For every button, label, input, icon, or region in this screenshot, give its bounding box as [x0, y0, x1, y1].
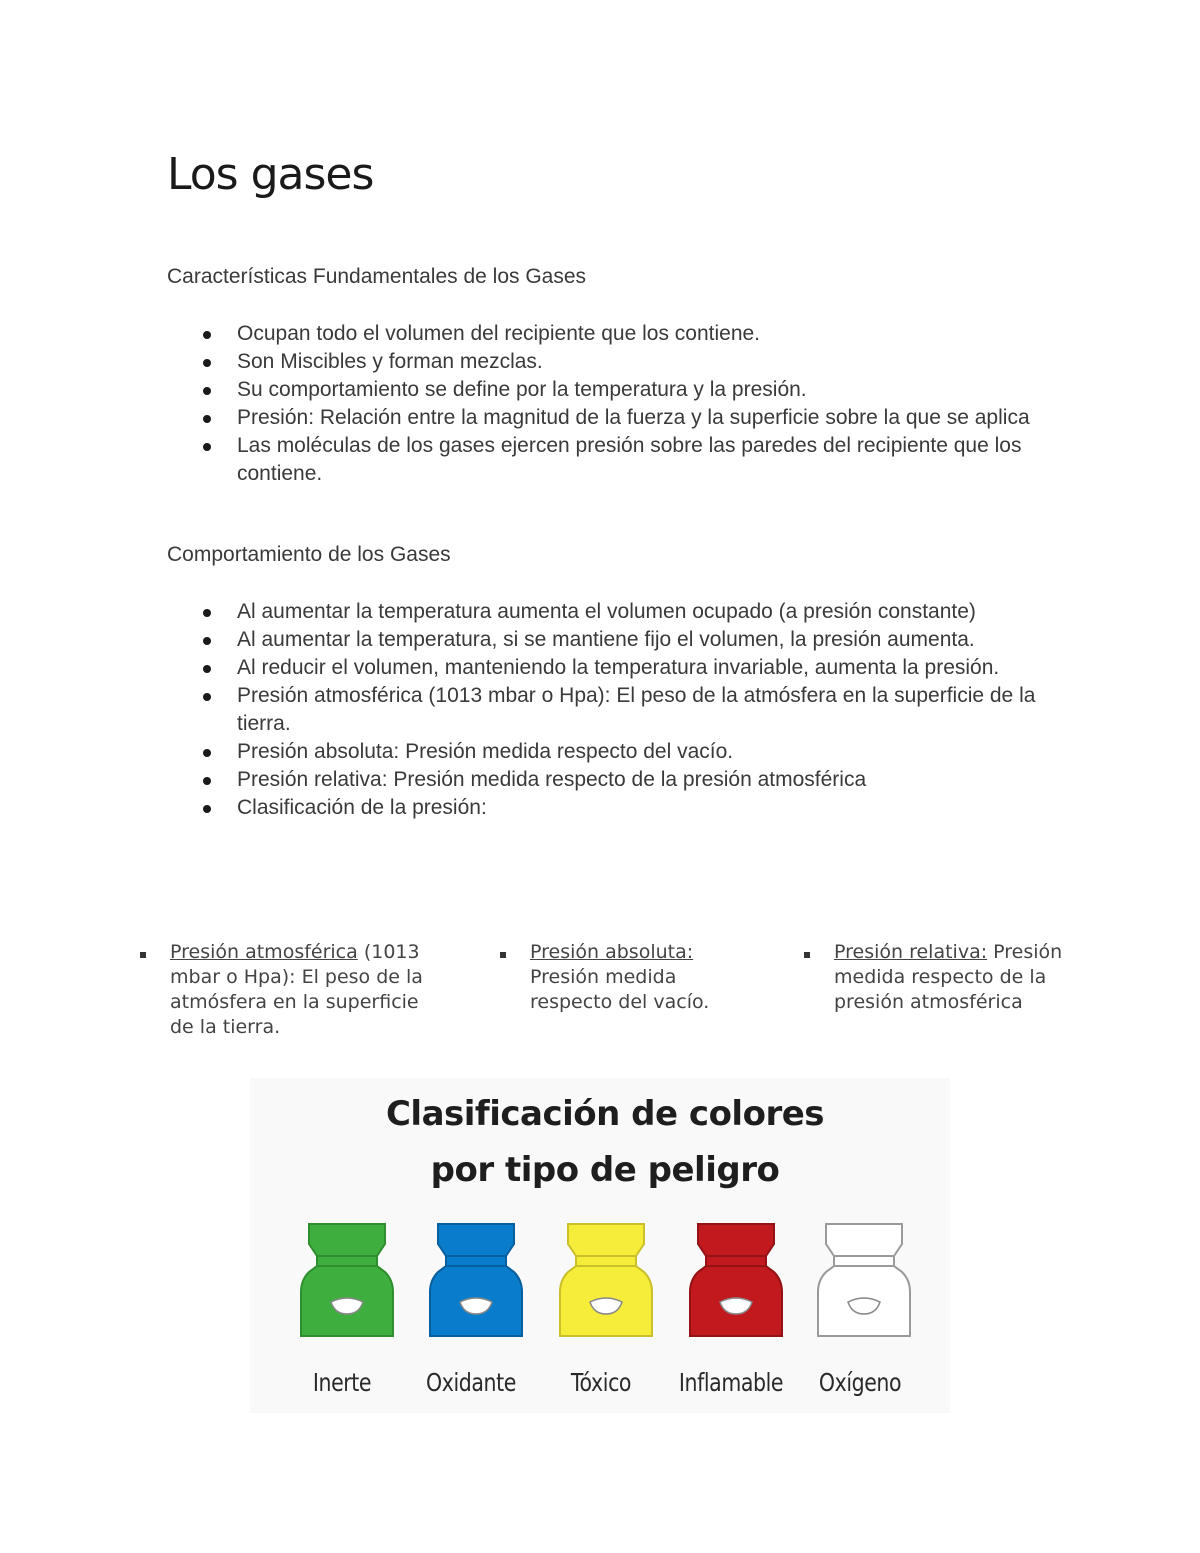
pressure-term: Presión absoluta:	[530, 941, 694, 963]
square-bullet-icon	[140, 952, 146, 958]
page-title: Los gases	[167, 149, 374, 200]
cylinder-label: Inflamable	[678, 1368, 784, 1397]
cylinder-icon-toxico	[556, 1222, 656, 1338]
list-item: Ocupan todo el volumen del recipiente que los contiene.	[167, 320, 1047, 348]
pressure-item-absolute: Presión absoluta: Presión medida respecto del vacío.	[500, 940, 760, 1015]
gas-color-classification-figure	[250, 1078, 950, 1413]
square-bullet-icon	[500, 952, 506, 958]
square-bullet-icon	[804, 952, 810, 958]
list-item: Al aumentar la temperatura aumenta el volumen ocupado (a presión constante)	[167, 598, 1047, 626]
pressure-classification	[140, 940, 1080, 1050]
cylinder-icon-inflamable	[686, 1222, 786, 1338]
cylinder-icon-inerte	[297, 1222, 397, 1338]
list-item: Su comportamiento se define por la temperatura y la presión.	[167, 376, 1047, 404]
section-heading-behavior: Comportamiento de los Gases	[167, 543, 451, 566]
pressure-term: Presión relativa:	[834, 941, 988, 963]
list-item: Presión relativa: Presión medida respecto de la presión atmosférica	[167, 766, 1047, 794]
list-item: Clasificación de la presión:	[167, 794, 1047, 822]
cylinder-label: Tóxico	[570, 1368, 632, 1397]
pressure-item-relative: Presión relativa: Presión medida respecto de la presión atmosférica	[804, 940, 1084, 1015]
cylinder-icon-oxigeno	[814, 1222, 914, 1338]
section-heading-characteristics: Características Fundamentales de los Gases	[167, 265, 587, 288]
pressure-item-atmospheric: Presión atmosférica (1013 mbar o Hpa): El peso de la atmósfera en la superficie de la tierra.	[140, 940, 440, 1040]
characteristics-list	[167, 320, 1047, 488]
cylinder-label: Inerte	[312, 1368, 372, 1397]
behavior-list	[167, 598, 1047, 822]
figure-title-line2: por tipo de peligro	[430, 1150, 780, 1190]
list-item: Al reducir el volumen, manteniendo la temperatura invariable, aumenta la presión.	[167, 654, 1047, 682]
list-item: Presión atmosférica (1013 mbar o Hpa): El peso de la atmósfera en la superficie de la tierra.	[167, 682, 1047, 738]
list-item: Presión absoluta: Presión medida respecto del vacío.	[167, 738, 1047, 766]
list-item: Las moléculas de los gases ejercen presión sobre las paredes del recipiente que los contiene.	[167, 432, 1047, 488]
cylinder-label: Oxidante	[426, 1368, 516, 1397]
figure-title-line1: Clasificación de colores	[385, 1094, 825, 1134]
list-item: Al aumentar la temperatura, si se mantiene fijo el volumen, la presión aumenta.	[167, 626, 1047, 654]
list-item: Son Miscibles y forman mezclas.	[167, 348, 1047, 376]
list-item: Presión: Relación entre la magnitud de la fuerza y la superficie sobre la que se aplica	[167, 404, 1047, 432]
pressure-term: Presión atmosférica	[170, 941, 358, 963]
cylinder-label: Oxígeno	[818, 1368, 902, 1397]
cylinder-icon-oxidante	[426, 1222, 526, 1338]
